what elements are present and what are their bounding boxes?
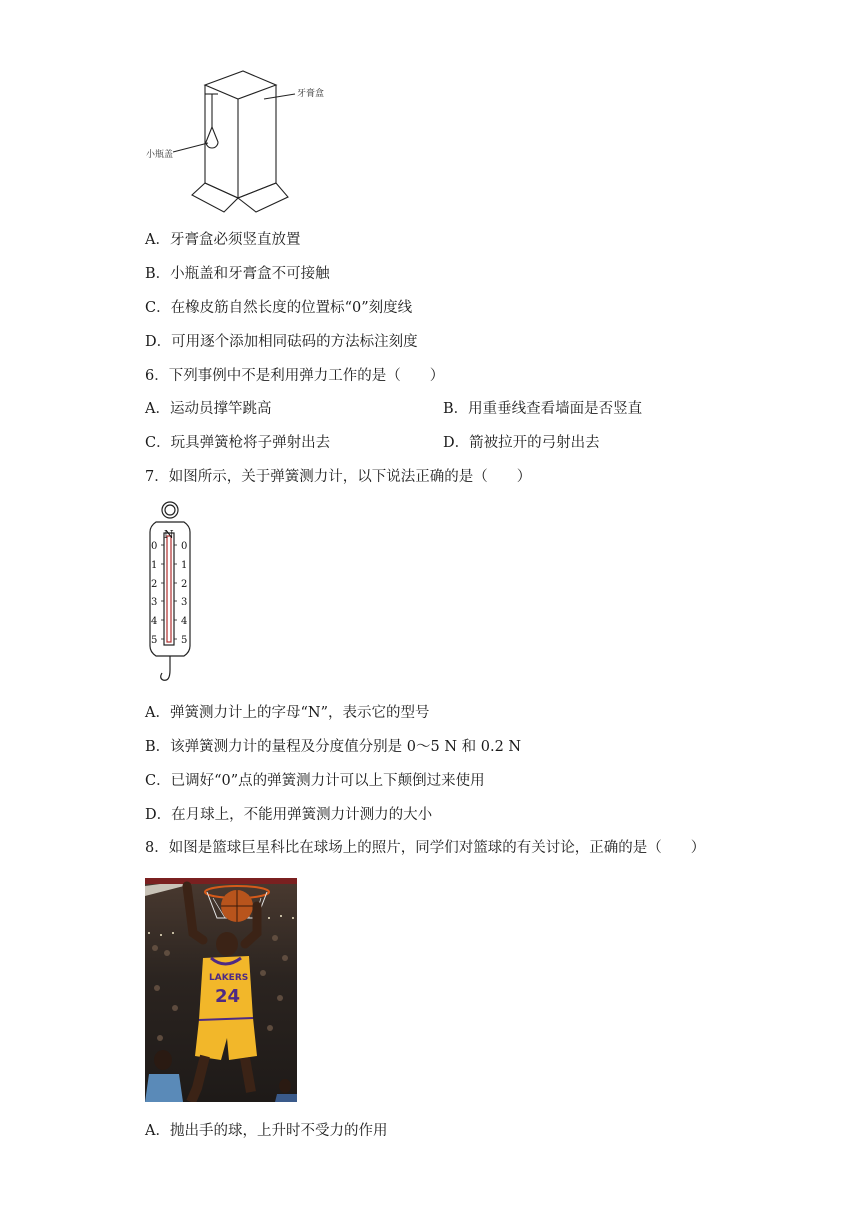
scale-right-tick: 5 <box>181 635 188 646</box>
scale-left-tick: 1 <box>151 560 158 571</box>
q5-option-c: C．在橡皮筋自然长度的位置标“0”刻度线 <box>145 300 413 316</box>
scale-left-tick: 5 <box>151 635 158 646</box>
q5-option-d: D．可用逐个添加相同砝码的方法标注刻度 <box>145 334 418 350</box>
scale-unit-n: N <box>164 528 174 541</box>
scale-left-tick: 0 <box>151 541 158 552</box>
q7-option-d: D．在月球上，不能用弹簧测力计测力的大小 <box>145 807 433 823</box>
scale-right-tick: 3 <box>181 597 188 608</box>
jersey-number: 24 <box>215 986 241 1007</box>
q6-option-d: D．箭被拉开的弓射出去 <box>443 435 600 451</box>
toothpaste-box-figure <box>140 65 340 215</box>
spring-scale-figure <box>145 500 197 690</box>
jersey-lettering: LAKERS <box>209 973 249 983</box>
scale-right-tick: 1 <box>181 560 188 571</box>
toothpaste-box-label: 牙膏盒 <box>297 89 325 99</box>
q7-stem: 7．如图所示，关于弹簧测力计，以下说法正确的是（ ） <box>145 469 532 485</box>
q5-option-a: A．牙膏盒必须竖直放置 <box>145 232 301 248</box>
scale-right-tick: 2 <box>181 579 188 590</box>
scale-right-tick: 0 <box>181 541 188 552</box>
scale-left-tick: 3 <box>151 597 158 608</box>
scale-left-tick: 2 <box>151 579 158 590</box>
scale-right-tick: 4 <box>181 616 188 627</box>
q7-option-a: A．弹簧测力计上的字母“N”，表示它的型号 <box>145 705 430 721</box>
q6-option-b: B．用重垂线查看墙面是否竖直 <box>443 401 643 417</box>
q6-stem: 6．下列事例中不是利用弹力工作的是（ ） <box>145 368 445 384</box>
q5-option-b: B．小瓶盖和牙膏盒不可接触 <box>145 266 330 282</box>
scale-left-tick: 4 <box>151 616 158 627</box>
q8-stem: 8．如图是篮球巨星科比在球场上的照片，同学们对篮球的有关讨论，正确的是（ ） <box>145 840 706 856</box>
q6-option-c: C．玩具弹簧枪将子弹射出去 <box>145 435 331 451</box>
q8-option-a: A．抛出手的球，上升时不受力的作用 <box>145 1123 388 1139</box>
q7-option-c: C．已调好“0”点的弹簧测力计可以上下颠倒过来使用 <box>145 773 485 789</box>
basketball-photo <box>145 878 297 1102</box>
bottle-cap-label: 小瓶盖 <box>146 150 174 160</box>
q6-option-a: A．运动员撑竿跳高 <box>145 401 272 417</box>
q7-option-b: B．该弹簧测力计的量程及分度值分别是 0～5 N 和 0.2 N <box>145 739 522 755</box>
